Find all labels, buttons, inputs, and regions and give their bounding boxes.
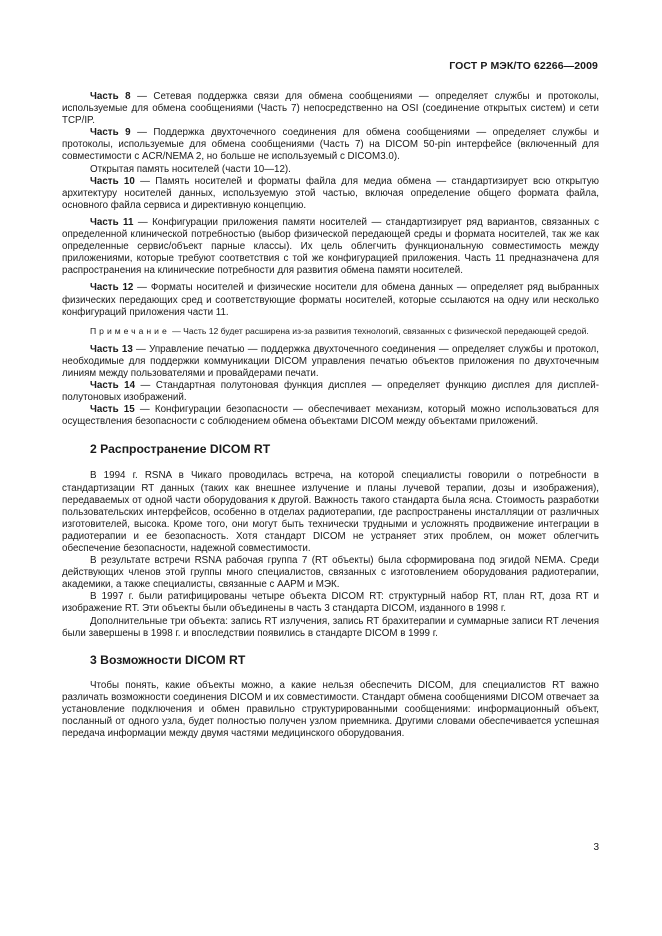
section-2-heading: 2 Распространение DICOM RT [90,442,271,457]
part-text: — Форматы носителей и физические носители для обмена данных — определяет ряд выбранных физических передающих сред и соответствующие форматы носителей, которые ссылаются на одну или несколько конфигураций приложения части 11. [62,282,599,318]
part-15-paragraph [62,404,599,428]
part-9-paragraph [62,127,599,163]
page-number: 3 [593,842,599,853]
part-text: — Управление печатью — поддержка двухточечного соединения — определяет службы и протокол, необходимые для поддержки коммуникации DICOM управления печатью объектов приложения по двухточечным линиям между пользователями и провайдерами печати. [62,343,599,379]
part-text: — Конфигурации безопасности — обеспечивает механизм, который можно использоваться для осуществления безопасности с соблюдением обмена объектами DICOM между объектами приложений. [62,404,599,428]
section-2-paragraph: В 1997 г. были ратифицированы четыре объекта DICOM RT: структурный набор RT, план RT, доза RT и изображение RT. Эти объекты были объединены в часть 3 стандарта DICOM, изданного в 1998 г. [62,591,599,615]
part-text: Открытая память носителей (части 10—12). [90,163,291,175]
part-text: — Стандартная полутоновая функция дисплея — определяет функцию дисплея для дисплей-полутоновых изображений. [62,379,599,404]
section-2-paragraph: В результате встречи RSNA рабочая группа 7 (RT объекты) была сформирована под эгидой NEMA. Среди действующих членов этой группы много специалистов, связанных с изготовлением оборудования радиотерапии, академики, а также специалисты, связанные с AAPM и МЭК. [62,555,599,591]
note-label: Примечание [90,325,170,336]
section-2-paragraph: В 1994 г. RSNA в Чикаго проводилась встреча, на которой специалисты говорили о потребности в стандартизации RT данных (таких как внешнее излучение и планы лучевой терапии, дозы и изображения), передаваемых от одной части оборудования к другой. Важность такого стандарта была ясна. Стоимость разработки пользовательских интерфейсов, особенно в отделах радиотерапии, где распространены инсталляции от различных изготовителей, высока. Кроме того, они могут быть технически трудными и усложнять продвижение интеграции в радиотерапии и ее безопасность. Хотя стандарт DICOM не устраняет этих проблем, он может облегчить обеспечение безопасности, надежной совместимости. [62,470,599,554]
part-label: Часть 15 [90,404,135,416]
part-label: Часть 14 [90,379,136,391]
media-storage-heading [62,164,599,176]
part-11-paragraph [62,217,599,277]
part-label: Часть 8 [90,91,131,102]
section-2-paragraph: Дополнительные три объекта: запись RT излучения, запись RT брахитерапии и суммарные записи RT лечения были завершены в 1998 г. и впоследствии появились в стандарте DICOM в 1999 г. [62,615,599,639]
standard-code-header: ГОСТ Р МЭК/ТО 62266—2009 [449,60,598,72]
section-3-paragraph: Чтобы понять, какие объекты можно, а какие нельзя обеспечить DICOM, для специалистов RT важно различать возможности соединения DICOM и их совместимости. Стандарт обмена сообщениями DICOM отвечает за установление подключения и обмен правильно структурированными сообщениями: информационный объект, посланный от одного узла, будет полностью получен узлом приемника. Другими словами обеспечивается успешная передача информации между двумя частями медицинского оборудования. [62,679,599,740]
part-12-paragraph [62,282,599,318]
part-text: — Конфигурации приложения памяти носителей — стандартизирует ряд вариантов, связанных с определенной клинической потребностью (выбор физической передающей среды и формата носителей, так же как определенные сервис/объект парные классы). Их цель облегчить функциональную совместимость между приложениями, которые требуют соответствия с той же конфигурацией приложения. Часть 11 предназначена для распространения на клинические потребности для развития обмена памяти носителей. [62,216,599,277]
part-13-paragraph [62,344,599,380]
section-3-heading: 3 Возможности DICOM RT [90,652,246,667]
part-label: Часть 12 [90,282,134,294]
part-label: Часть 13 [90,343,133,355]
part-text: — Сетевая поддержка связи для обмена сообщениями — определяет службы и протоколы, используемые для обмена сообщениями (Часть 7) непосредственно на OSI (соединение открытых систем) и сети TCP/IP. [62,91,599,127]
note-paragraph [62,326,599,337]
part-label: Часть 10 [90,175,135,187]
part-8-paragraph [62,91,599,127]
note-text: — Часть 12 будет расширена из-за развития технологий, связанных с физической передающей средой. [169,325,589,336]
part-14-paragraph [62,380,599,404]
part-text: — Память носителей и форматы файла для медиа обмена — стандартизирует всю открытую архитектуру носителей данных, используемую этой частью, включая определение общего формата файла, основного файла сервиса и директивную концепцию. [62,175,599,211]
part-10-paragraph [62,176,599,212]
part-text: — Поддержка двухточечного соединения для обмена сообщениями — определяет службы и протоколы, используемые для обмена сообщениями (Часть 7) на DICOM 50-pin интерфейсе (включенный для совместимости с ACR/NEMA 2, но больше не используемый с DICOM3.0). [62,127,599,163]
part-label: Часть 9 [90,127,131,139]
part-label: Часть 11 [90,216,134,228]
document-body [62,91,599,740]
